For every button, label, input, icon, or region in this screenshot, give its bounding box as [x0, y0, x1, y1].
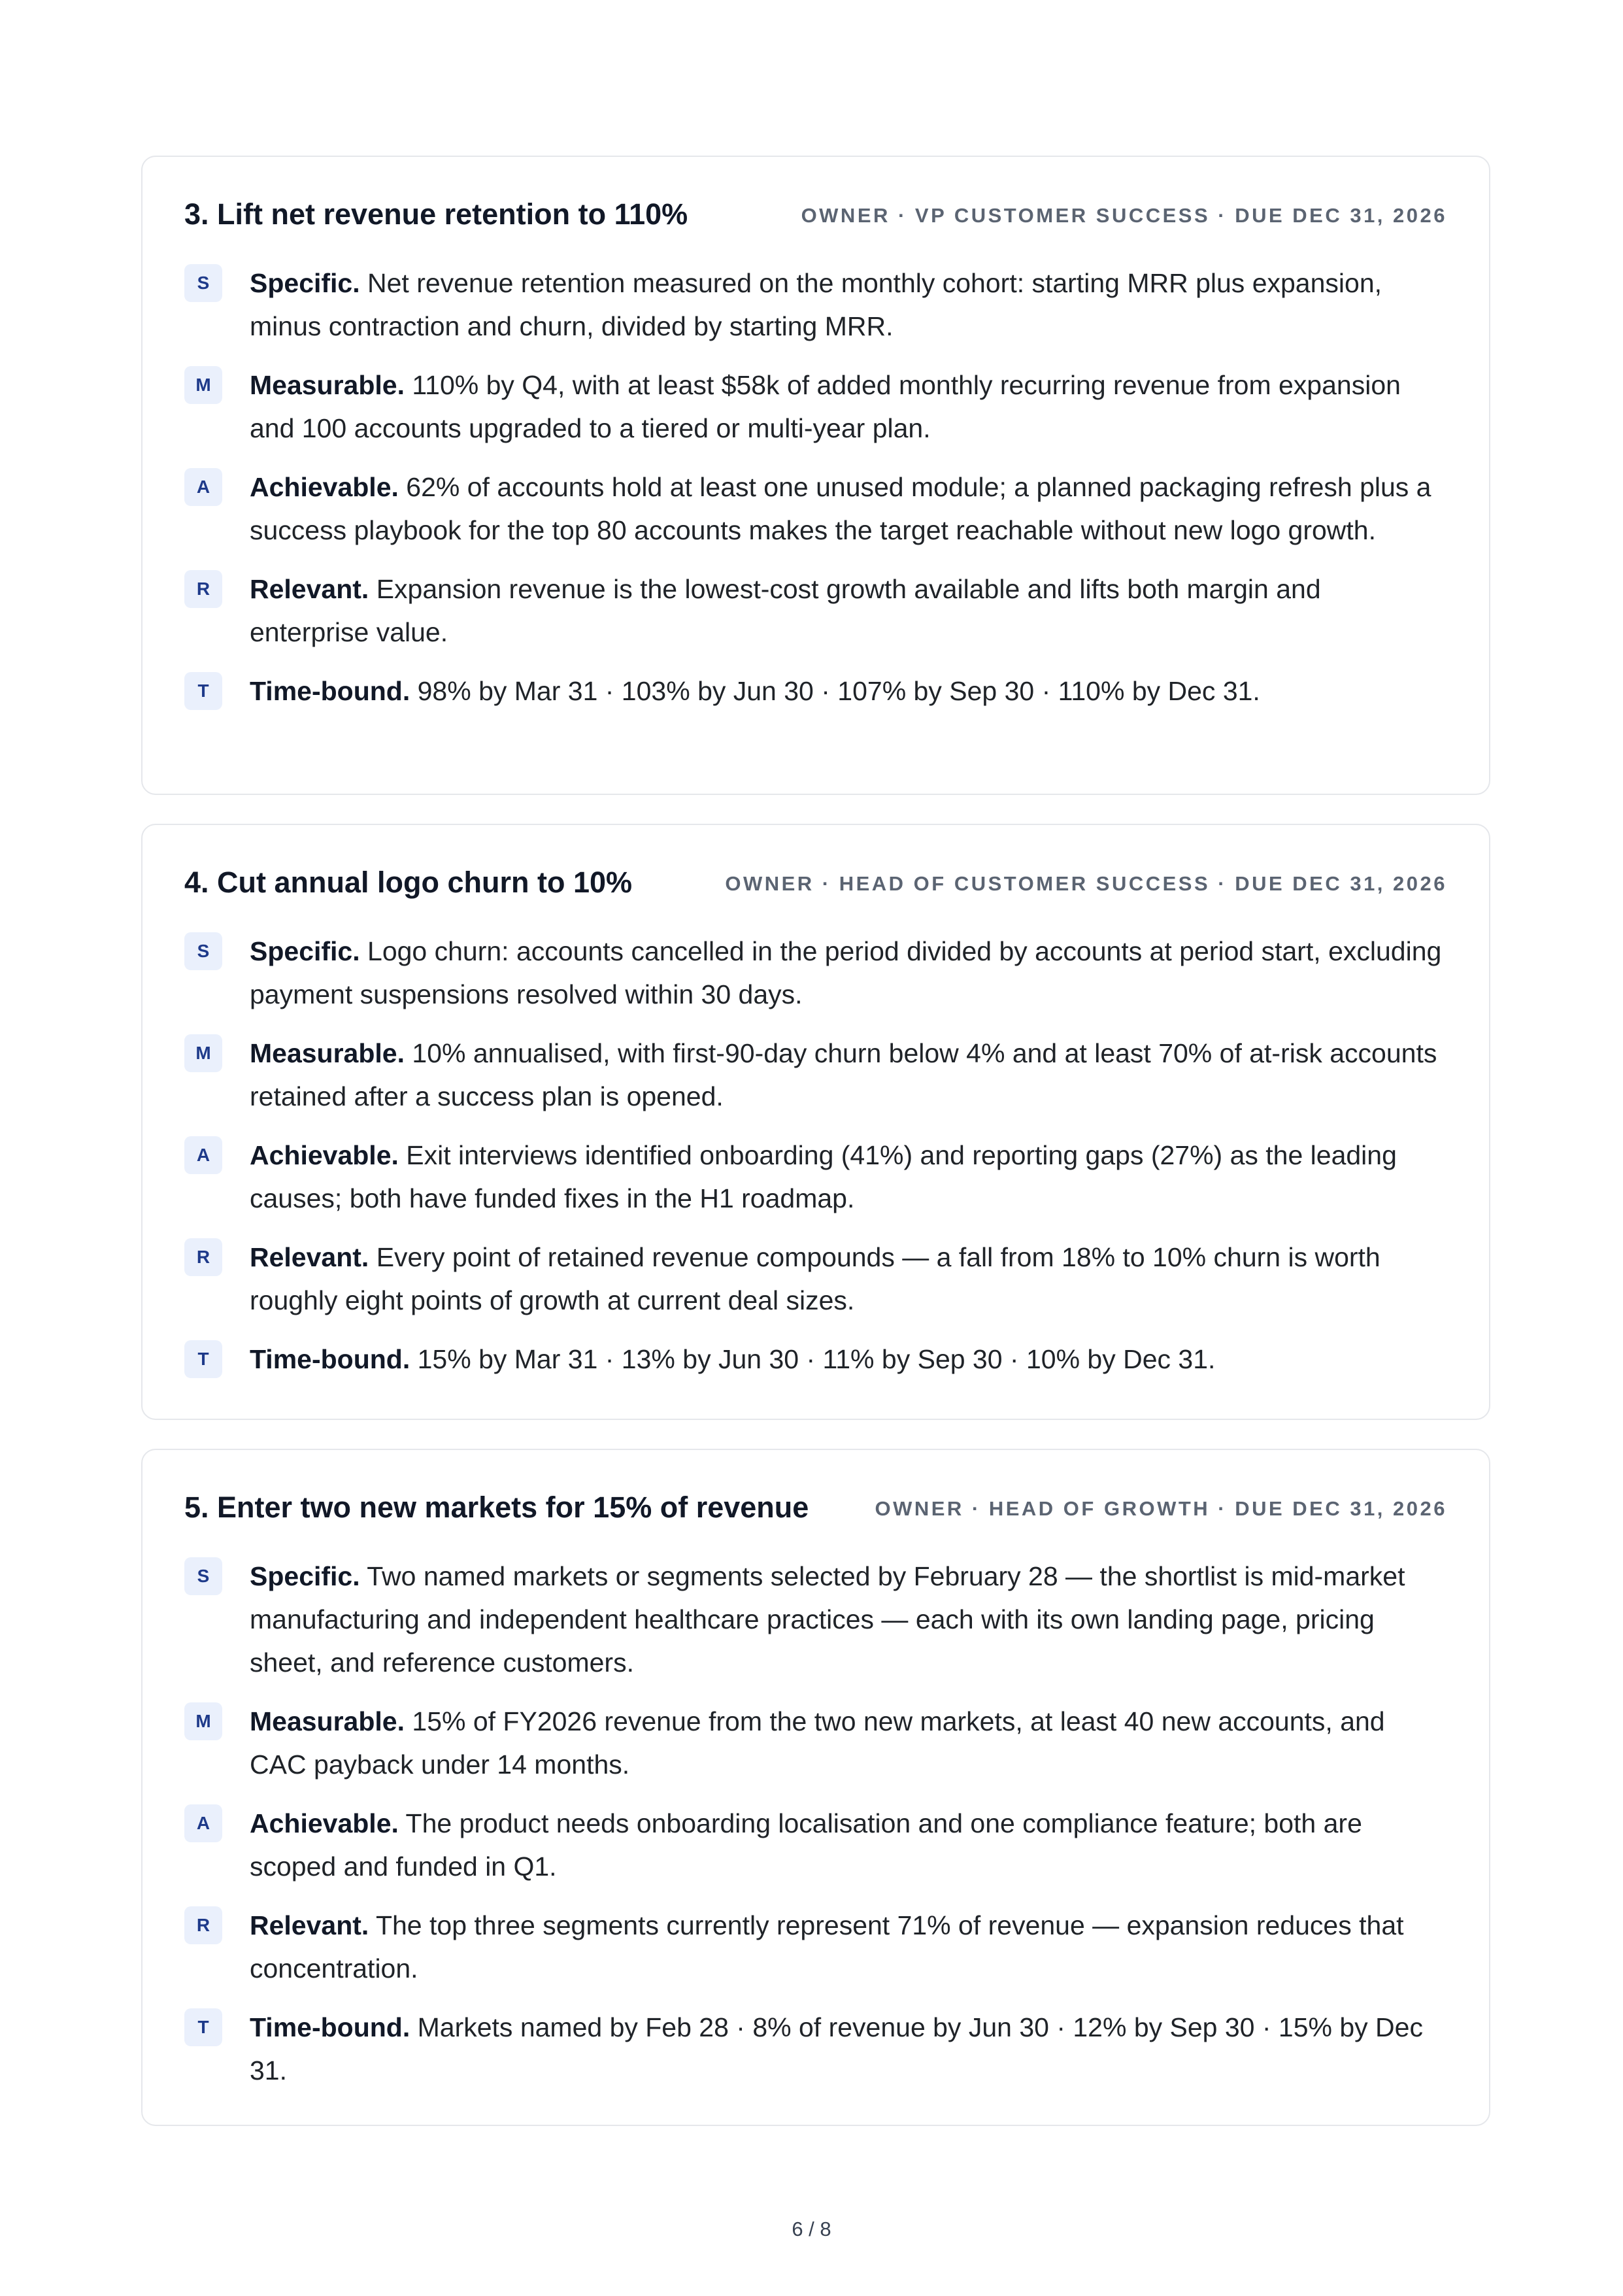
- criterion-badge: T: [184, 1340, 222, 1378]
- criterion-label: Relevant.: [250, 1910, 369, 1940]
- criterion-label: Measurable.: [250, 1038, 405, 1068]
- criterion-text: [250, 363, 1447, 450]
- criterion-body: 62% of accounts hold at least one unused module; a planned packaging refresh plus a success playbook for the top 80 accounts makes the target reachable without new logo growth.: [250, 472, 1431, 545]
- criterion-measurable: [184, 363, 1447, 450]
- criterion-label: Measurable.: [250, 370, 405, 400]
- criterion-achievable: [184, 1802, 1447, 1888]
- criterion-achievable: [184, 465, 1447, 552]
- criterion-badge: T: [184, 2008, 222, 2046]
- criterion-body: 98% by Mar 31 · 103% by Jun 30 · 107% by Sep 30 · 110% by Dec 31.: [410, 676, 1260, 706]
- criterion-achievable: [184, 1134, 1447, 1220]
- criterion-body: 15% of FY2026 revenue from the two new markets, at least 40 new accounts, and CAC payback under 14 months.: [250, 1706, 1385, 1780]
- page-number: 6 / 8: [792, 2218, 831, 2240]
- criterion-specific: [184, 930, 1447, 1016]
- goal-owner-due: OWNER · VP CUSTOMER SUCCESS · DUE DEC 31, 2026: [801, 204, 1447, 227]
- criterion-body: Every point of retained revenue compounds — a fall from 18% to 10% churn is worth roughly eight points of growth at current deal sizes.: [250, 1242, 1380, 1315]
- criterion-badge: A: [184, 1136, 222, 1174]
- criterion-body: Expansion revenue is the lowest-cost growth available and lifts both margin and enterprise value.: [250, 574, 1321, 647]
- criterion-text: [250, 1904, 1447, 1990]
- criterion-label: Relevant.: [250, 574, 369, 604]
- criterion-body: 15% by Mar 31 · 13% by Jun 30 · 11% by Sep 30 · 10% by Dec 31.: [410, 1344, 1216, 1374]
- criterion-time-bound: [184, 2006, 1447, 2092]
- goal-title: 4. Cut annual logo churn to 10%: [184, 866, 633, 899]
- goal-header: [184, 194, 1447, 235]
- criterion-measurable: [184, 1032, 1447, 1118]
- criterion-measurable: [184, 1700, 1447, 1786]
- criterion-text: [250, 567, 1447, 654]
- criterion-text: [250, 1555, 1447, 1684]
- criterion-label: Specific.: [250, 936, 360, 966]
- criterion-badge: A: [184, 1804, 222, 1842]
- criterion-badge: A: [184, 468, 222, 506]
- criterion-label: Time-bound.: [250, 676, 410, 706]
- criterion-text: [250, 1032, 1447, 1118]
- criterion-text: [250, 1700, 1447, 1786]
- goal-title: 5. Enter two new markets for 15% of revenue: [184, 1491, 809, 1524]
- goal-card-5: [141, 1449, 1490, 2126]
- goal-header: [184, 1487, 1447, 1528]
- criterion-text: [250, 1134, 1447, 1220]
- criterion-label: Achievable.: [250, 1808, 399, 1838]
- criterion-label: Specific.: [250, 268, 360, 298]
- criterion-body: 110% by Q4, with at least $58k of added monthly recurring revenue from expansion and 100 accounts upgraded to a tiered or multi-year plan.: [250, 370, 1401, 443]
- criterion-body: Net revenue retention measured on the monthly cohort: starting MRR plus expansion, minus contraction and churn, divided by starting MRR.: [250, 268, 1382, 341]
- criterion-badge: M: [184, 1034, 222, 1072]
- criterion-text: [250, 262, 1447, 348]
- criterion-label: Achievable.: [250, 1140, 399, 1170]
- criterion-text: [250, 930, 1447, 1016]
- criterion-body: The top three segments currently represent 71% of revenue — expansion reduces that concentration.: [250, 1910, 1404, 1984]
- criterion-text: [250, 669, 1447, 713]
- criterion-badge: M: [184, 366, 222, 404]
- criterion-specific: [184, 262, 1447, 348]
- criterion-time-bound: [184, 669, 1447, 713]
- criterion-badge: M: [184, 1702, 222, 1740]
- criterion-relevant: [184, 1236, 1447, 1322]
- goal-card-4: [141, 824, 1490, 1420]
- criterion-specific: [184, 1555, 1447, 1684]
- criterion-text: [250, 1236, 1447, 1322]
- goal-owner-due: OWNER · HEAD OF GROWTH · DUE DEC 31, 2026: [875, 1497, 1447, 1520]
- criterion-label: Time-bound.: [250, 1344, 410, 1374]
- smart-criteria-list: [184, 1555, 1447, 2092]
- criterion-badge: T: [184, 672, 222, 710]
- criterion-text: [250, 1338, 1447, 1381]
- criterion-badge: S: [184, 932, 222, 970]
- criterion-body: Exit interviews identified onboarding (41%) and reporting gaps (27%) as the leading causes; both have funded fixes in the H1 roadmap.: [250, 1140, 1397, 1213]
- criterion-label: Time-bound.: [250, 2012, 410, 2042]
- goal-title: 3. Lift net revenue retention to 110%: [184, 197, 688, 231]
- criterion-relevant: [184, 1904, 1447, 1990]
- smart-criteria-list: [184, 262, 1447, 713]
- criterion-body: The product needs onboarding localisation and one compliance feature; both are scoped and funded in Q1.: [250, 1808, 1362, 1882]
- criterion-text: [250, 465, 1447, 552]
- criterion-label: Achievable.: [250, 472, 399, 502]
- criterion-relevant: [184, 567, 1447, 654]
- criterion-label: Specific.: [250, 1561, 360, 1591]
- criterion-text: [250, 2006, 1447, 2092]
- goal-header: [184, 862, 1447, 903]
- criterion-body: 10% annualised, with first-90-day churn below 4% and at least 70% of at-risk accounts retained after a success plan is opened.: [250, 1038, 1437, 1111]
- goal-card-3: [141, 156, 1490, 795]
- criterion-body: Logo churn: accounts cancelled in the period divided by accounts at period start, excluding payment suspensions resolved within 30 days.: [250, 936, 1442, 1009]
- criterion-badge: S: [184, 1557, 222, 1595]
- criterion-badge: R: [184, 1906, 222, 1944]
- criterion-time-bound: [184, 1338, 1447, 1381]
- criterion-label: Measurable.: [250, 1706, 405, 1736]
- criterion-label: Relevant.: [250, 1242, 369, 1272]
- criterion-body: Two named markets or segments selected by February 28 — the shortlist is mid-market manufacturing and independent healthcare practices — each with its own landing page, pricing sheet, and reference customers.: [250, 1561, 1405, 1678]
- criterion-body: Markets named by Feb 28 · 8% of revenue by Jun 30 · 12% by Sep 30 · 15% by Dec 31.: [250, 2012, 1423, 2085]
- smart-criteria-list: [184, 930, 1447, 1381]
- criterion-badge: R: [184, 1238, 222, 1276]
- criterion-badge: R: [184, 570, 222, 608]
- criterion-badge: S: [184, 264, 222, 302]
- goal-owner-due: OWNER · HEAD OF CUSTOMER SUCCESS · DUE DEC 31, 2026: [725, 872, 1447, 895]
- criterion-text: [250, 1802, 1447, 1888]
